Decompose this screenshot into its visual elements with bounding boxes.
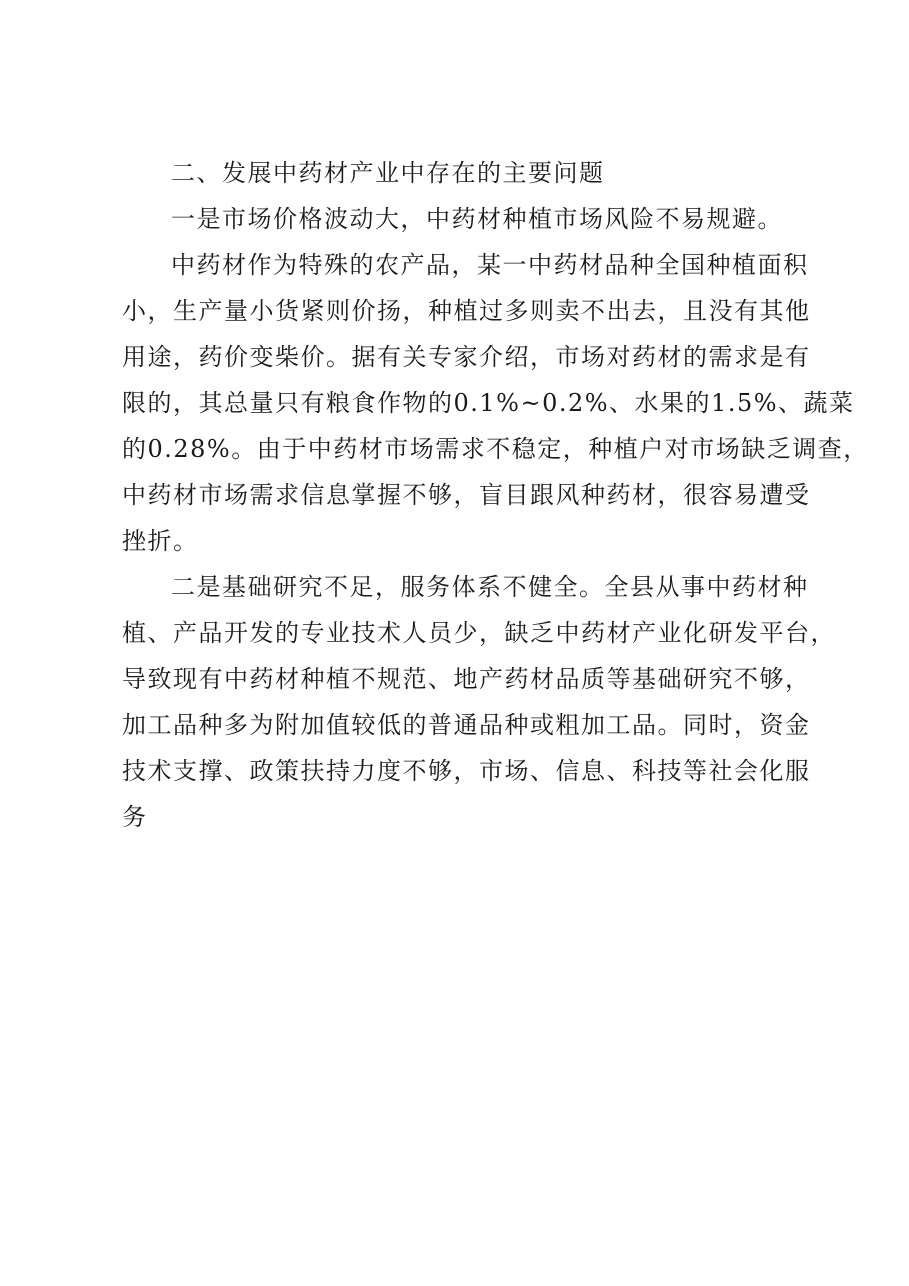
problem-two-line: 二是基础研究不足，服务体系不健全。全县从事中药材种 bbox=[171, 573, 809, 601]
paragraph-line: 中药材市场需求信息掌握不够，盲目跟风种药材，很容易遭受 bbox=[122, 481, 811, 509]
problem-one-heading: 一是市场价格波动大，中药材种植市场风险不易规避。 bbox=[171, 205, 783, 233]
paragraph-line: 技术支撑、政策扶持力度不够，市场、信息、科技等社会化服 bbox=[122, 757, 811, 785]
paragraph-line: 用途，药价变柴价。据有关专家介绍，市场对药材的需求是有 bbox=[122, 343, 811, 371]
paragraph-line: 小，生产量小货紧则价扬，种植过多则卖不出去，且没有其他 bbox=[122, 297, 811, 325]
section-heading: 二、发展中药材产业中存在的主要问题 bbox=[171, 159, 605, 187]
paragraph-line: 中药材作为特殊的农产品，某一中药材品种全国种植面积 bbox=[171, 251, 809, 279]
paragraph-line: 挫折。 bbox=[122, 527, 199, 555]
paragraph-line: 加工品种多为附加值较低的普通品种或粗加工品。同时，资金 bbox=[122, 711, 811, 739]
document-body bbox=[122, 150, 869, 840]
paragraph-line: 导致现有中药材种植不规范、地产药材品质等基础研究不够， bbox=[122, 665, 811, 693]
paragraph-line: 务 bbox=[122, 803, 148, 831]
paragraph-line: 植、产品开发的专业技术人员少，缺乏中药材产业化研发平台， bbox=[122, 619, 836, 647]
paragraph-line: 限的，其总量只有粮食作物的0.1%~0.2%、水果的1.5%、蔬菜 bbox=[122, 389, 855, 417]
paragraph-line: 的0.28%。由于中药材市场需求不稳定，种植户对市场缺乏调查， bbox=[122, 435, 869, 463]
